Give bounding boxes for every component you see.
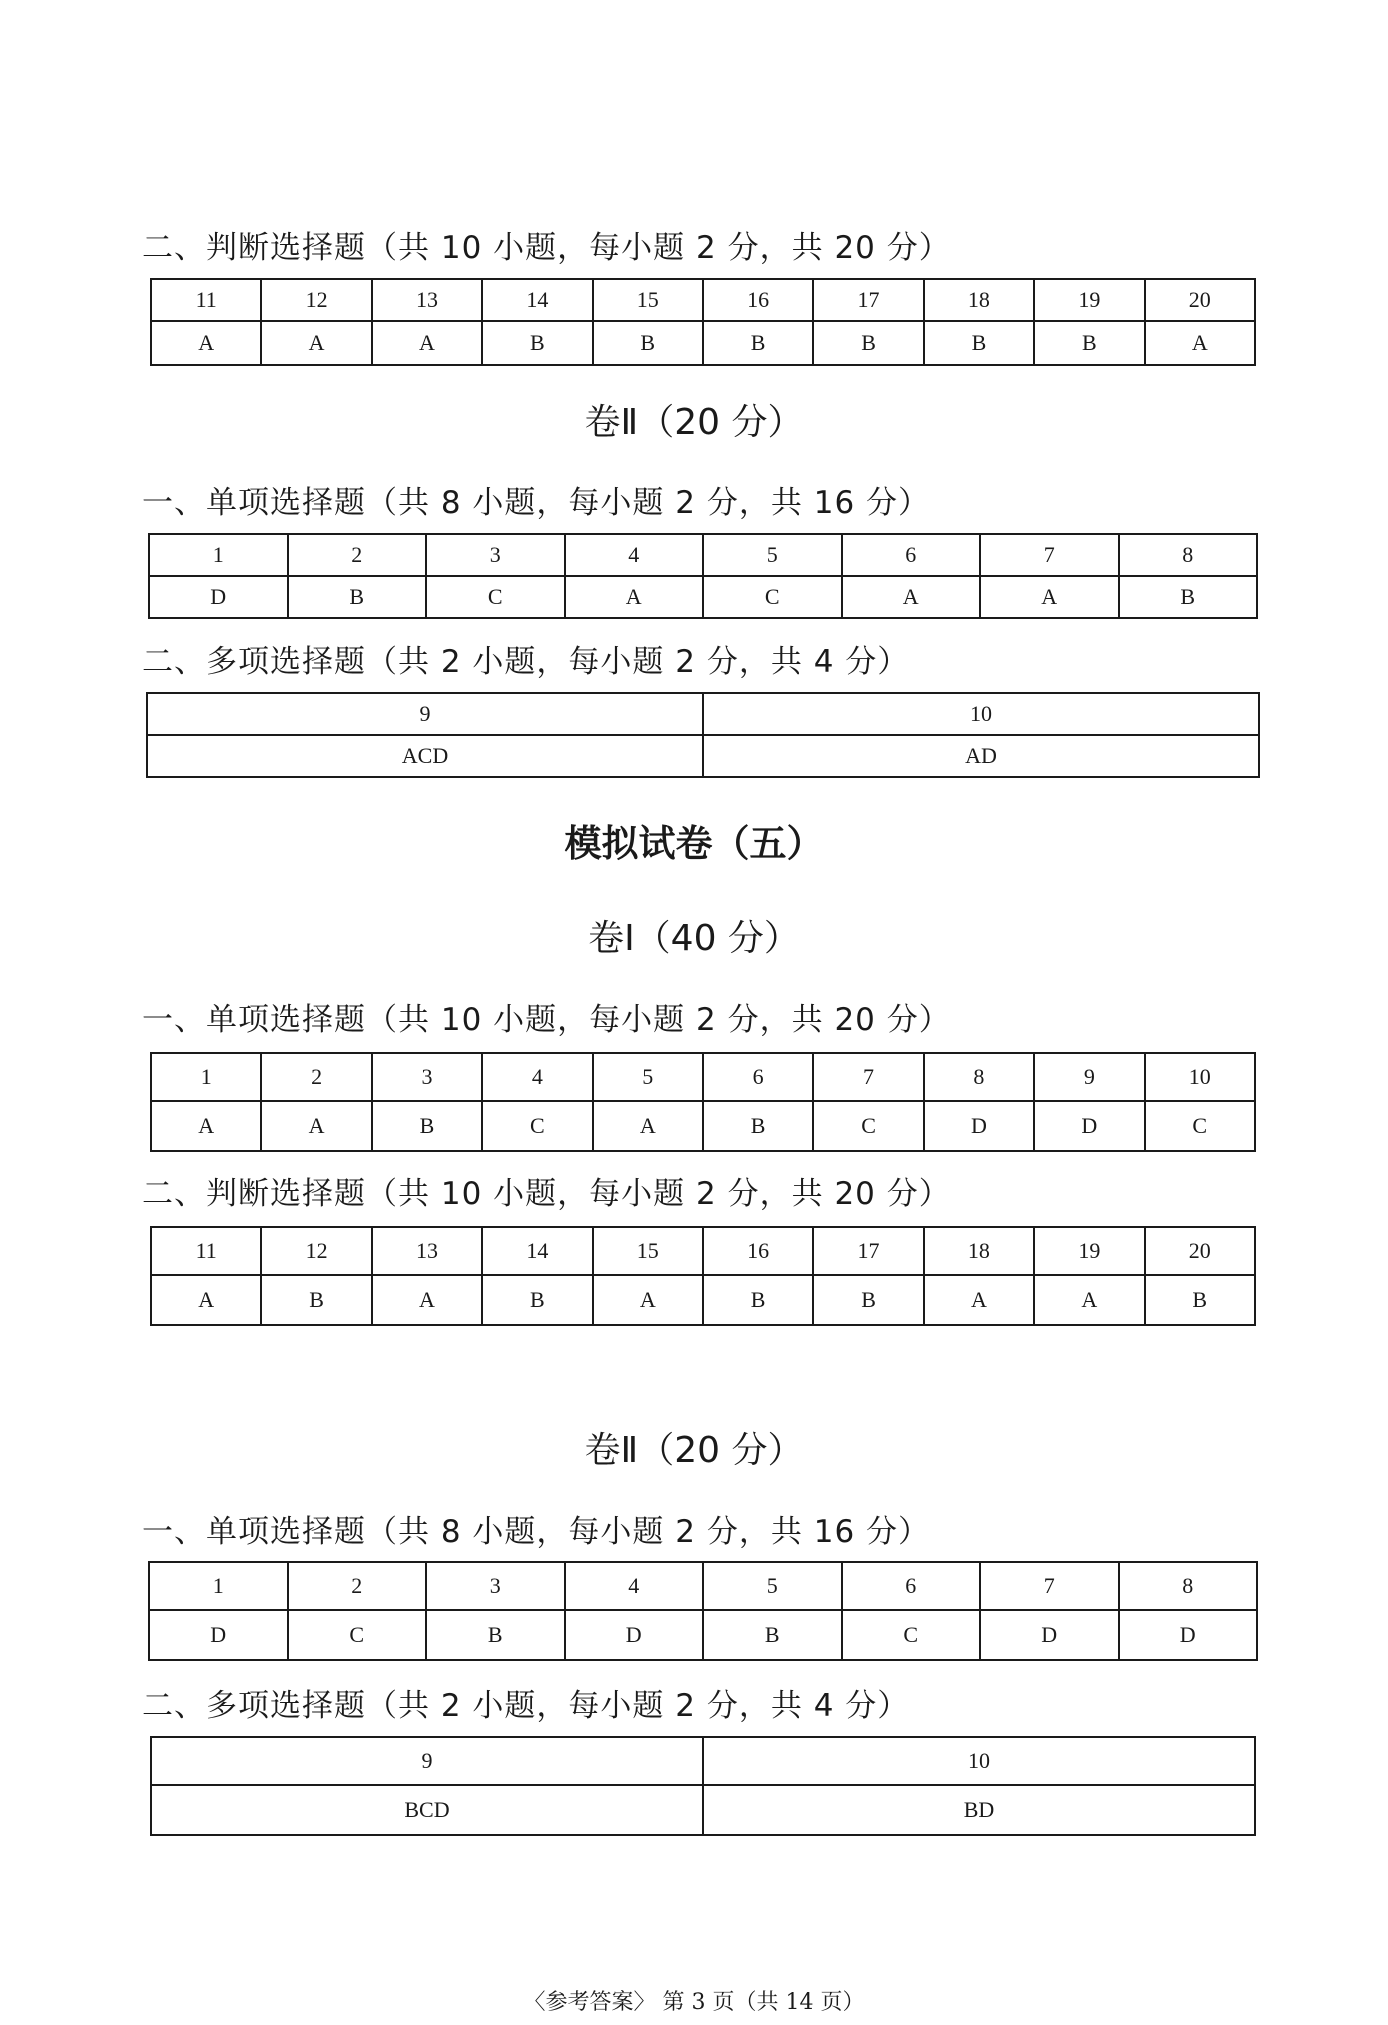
answer-cell: A [1145,321,1255,365]
answer-cell: A [980,576,1119,618]
answer-cell: B [482,321,592,365]
question-number: 8 [1119,534,1258,576]
question-number: 11 [151,1227,261,1275]
answer-cell: B [482,1275,592,1325]
answer-cell: AD [703,735,1259,777]
answer-cell: A [924,1275,1034,1325]
answer-cell: A [151,321,261,365]
answer-cell: D [565,1610,704,1660]
question-number: 20 [1145,1227,1255,1275]
answer-cell: A [261,1101,371,1151]
question-number: 4 [565,534,704,576]
question-number: 14 [482,279,592,321]
question-number: 15 [593,279,703,321]
answer-cell: B [703,1101,813,1151]
answer-cell: ACD [147,735,703,777]
answer-cell: B [703,321,813,365]
answer-table-judgment-a [150,278,1256,366]
answer-cell: B [372,1101,482,1151]
answer-cell: A [151,1101,261,1151]
question-number: 16 [703,279,813,321]
answer-cell: D [1034,1101,1144,1151]
answer-table-multi-a [146,692,1260,778]
question-number: 5 [703,1562,842,1610]
answer-row [147,735,1259,777]
question-number: 14 [482,1227,592,1275]
question-number: 4 [482,1053,592,1101]
answer-cell: B [1034,321,1144,365]
question-number: 16 [703,1227,813,1275]
question-number: 17 [813,1227,923,1275]
answer-cell: A [372,1275,482,1325]
answer-table-single2-5 [148,1561,1258,1661]
question-number: 19 [1034,279,1144,321]
question-number: 13 [372,279,482,321]
answer-cell: C [288,1610,427,1660]
answer-cell: C [482,1101,592,1151]
question-number: 3 [372,1053,482,1101]
answer-row [151,1275,1255,1325]
question-number: 3 [426,534,565,576]
answer-cell: B [813,1275,923,1325]
question-number: 5 [593,1053,703,1101]
volume-1-title: 卷Ⅰ（40 分） [588,918,800,959]
answer-cell: B [288,576,427,618]
answer-cell: B [1145,1275,1255,1325]
answer-cell: D [149,576,288,618]
question-number: 8 [1119,1562,1258,1610]
question-number: 1 [151,1053,261,1101]
question-number: 9 [151,1737,703,1785]
question-number: 13 [372,1227,482,1275]
section-heading-judgment-5: 二、判断选择题（共 10 小题，每小题 2 分，共 20 分） [142,1176,951,1212]
question-number: 6 [842,534,981,576]
answer-cell: C [1145,1101,1255,1151]
question-number: 7 [980,534,1119,576]
section-heading-multi-5: 二、多项选择题（共 2 小题，每小题 2 分，共 4 分） [142,1688,910,1724]
answer-cell: D [149,1610,288,1660]
answer-cell: C [842,1610,981,1660]
page-footer: 〈参考答案〉 第 3 页（共 14 页） [523,1990,865,2015]
answer-cell: B [261,1275,371,1325]
answer-cell: C [703,576,842,618]
answer-cell: A [372,321,482,365]
question-number: 11 [151,279,261,321]
answer-row [151,1101,1255,1151]
answer-row [151,321,1255,365]
section-heading-single2-5: 一、单项选择题（共 8 小题，每小题 2 分，共 16 分） [142,1514,931,1550]
answer-cell: D [980,1610,1119,1660]
question-number: 2 [288,1562,427,1610]
answer-cell: A [261,321,371,365]
question-number: 18 [924,1227,1034,1275]
question-number-row [151,1053,1255,1101]
answer-cell: D [924,1101,1034,1151]
answer-table-multi-5 [150,1736,1256,1836]
answer-cell: B [813,321,923,365]
section-heading-multi-a: 二、多项选择题（共 2 小题，每小题 2 分，共 4 分） [142,644,910,680]
question-number: 2 [261,1053,371,1101]
question-number: 10 [703,1737,1255,1785]
question-number-row [149,534,1257,576]
question-number: 8 [924,1053,1034,1101]
answer-cell: C [426,576,565,618]
question-number: 15 [593,1227,703,1275]
question-number: 12 [261,279,371,321]
answer-cell: D [1119,1610,1258,1660]
question-number: 2 [288,534,427,576]
question-number: 1 [149,534,288,576]
section-heading-judgment: 二、判断选择题（共 10 小题，每小题 2 分，共 20 分） [142,230,951,266]
paper-title: 模拟试卷（五） [564,822,824,865]
answer-cell: BCD [151,1785,703,1835]
volume-2-title-a: 卷Ⅱ（20 分） [584,402,804,443]
answer-cell: A [593,1101,703,1151]
question-number: 6 [842,1562,981,1610]
answer-table-judgment-5 [150,1226,1256,1326]
question-number: 19 [1034,1227,1144,1275]
section-heading-single-a: 一、单项选择题（共 8 小题，每小题 2 分，共 16 分） [142,485,931,521]
answer-cell: B [1119,576,1258,618]
question-number: 12 [261,1227,371,1275]
answer-cell: A [565,576,704,618]
answer-table-single-5 [150,1052,1256,1152]
question-number: 5 [703,534,842,576]
question-number: 10 [703,693,1259,735]
answer-row [149,1610,1257,1660]
answer-cell: C [813,1101,923,1151]
answer-cell: A [151,1275,261,1325]
volume-2-title-5: 卷Ⅱ（20 分） [584,1430,804,1471]
question-number: 18 [924,279,1034,321]
answer-cell: A [1034,1275,1144,1325]
answer-row [149,576,1257,618]
question-number: 20 [1145,279,1255,321]
question-number: 7 [980,1562,1119,1610]
question-number-row [151,1737,1255,1785]
answer-cell: BD [703,1785,1255,1835]
question-number-row [147,693,1259,735]
question-number: 6 [703,1053,813,1101]
section-heading-single-5: 一、单项选择题（共 10 小题，每小题 2 分，共 20 分） [142,1002,951,1038]
answer-cell: A [593,1275,703,1325]
answer-row [151,1785,1255,1835]
answer-cell: B [593,321,703,365]
question-number: 9 [1034,1053,1144,1101]
question-number-row [149,1562,1257,1610]
answer-cell: A [842,576,981,618]
answer-cell: B [703,1610,842,1660]
question-number: 1 [149,1562,288,1610]
question-number: 4 [565,1562,704,1610]
answer-cell: B [703,1275,813,1325]
answer-cell: B [426,1610,565,1660]
question-number: 9 [147,693,703,735]
answer-table-single-a [148,533,1258,619]
answer-cell: B [924,321,1034,365]
question-number-row [151,279,1255,321]
question-number: 7 [813,1053,923,1101]
question-number: 17 [813,279,923,321]
question-number: 3 [426,1562,565,1610]
question-number: 10 [1145,1053,1255,1101]
question-number-row [151,1227,1255,1275]
